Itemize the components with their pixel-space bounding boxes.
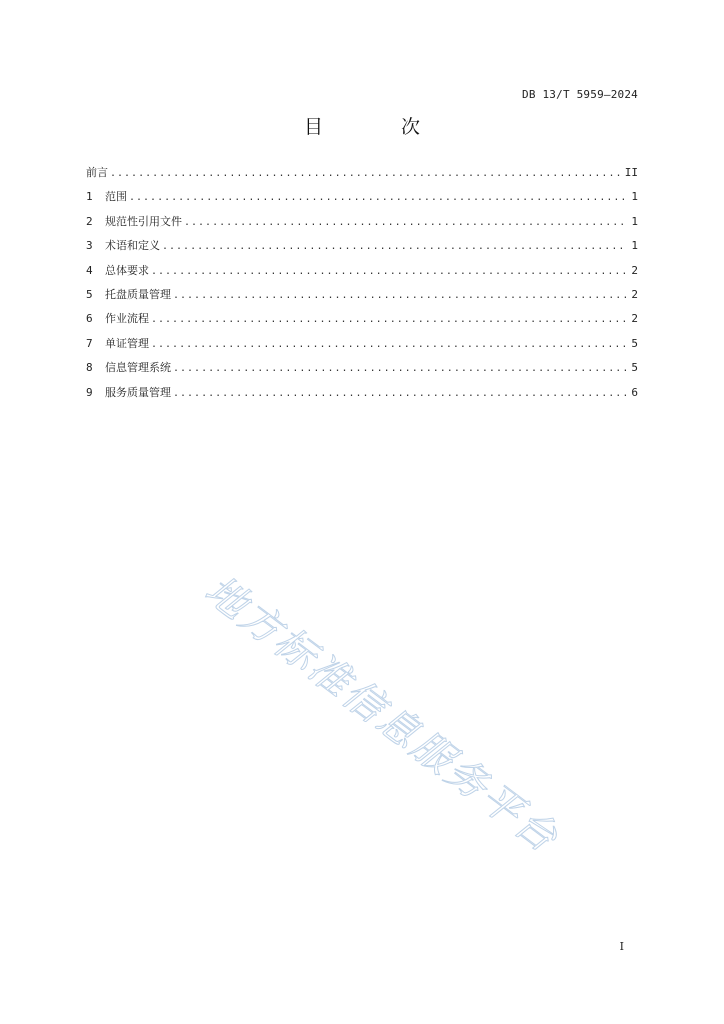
toc-entry-number: 8 xyxy=(86,361,93,375)
toc-entry-number: 3 xyxy=(86,239,93,253)
toc-entry-2[interactable] xyxy=(86,212,638,236)
toc-entry-page: 2 xyxy=(631,263,638,277)
toc-entry-page: II xyxy=(624,166,638,179)
toc-entry-number: 7 xyxy=(86,336,93,350)
toc-leader-dots xyxy=(151,262,626,282)
toc-entry-text: 信息管理系统 xyxy=(105,361,171,375)
toc-leader-dots xyxy=(184,213,626,233)
toc-entry-text: 托盘质量管理 xyxy=(105,287,171,301)
toc-entry-text: 服务质量管理 xyxy=(105,385,171,399)
toc-entry-page: 5 xyxy=(631,361,638,375)
toc-entry-text: 规范性引用文件 xyxy=(105,214,182,228)
toc-leader-dots xyxy=(173,384,626,404)
toc-entry-number: 4 xyxy=(86,263,93,277)
toc-leader-dots xyxy=(162,237,626,257)
toc-entry-foreword[interactable] xyxy=(86,163,638,187)
toc-leader-dots xyxy=(173,286,626,306)
toc-entry-text: 作业流程 xyxy=(105,312,149,326)
toc-entry-8[interactable] xyxy=(86,358,638,382)
toc-entry-text: 前言 xyxy=(86,166,108,179)
toc-title: 目 次 xyxy=(303,116,457,138)
toc-entry-page: 1 xyxy=(631,190,638,204)
toc-entry-page: 2 xyxy=(631,312,638,326)
toc-entry-text: 术语和定义 xyxy=(105,239,160,253)
toc-entry-number: 2 xyxy=(86,214,93,228)
toc-entry-text: 总体要求 xyxy=(105,263,149,277)
toc-entry-9[interactable] xyxy=(86,383,638,407)
toc-entry-text: 单证管理 xyxy=(105,336,149,350)
toc-entry-3[interactable] xyxy=(86,236,638,260)
toc-entry-number: 9 xyxy=(86,385,93,399)
toc-entry-4[interactable] xyxy=(86,261,638,285)
toc-entry-page: 6 xyxy=(631,385,638,399)
toc-entry-number: 5 xyxy=(86,287,93,301)
toc-entry-page: 1 xyxy=(631,214,638,228)
document-code: DB 13/T 5959—2024 xyxy=(522,88,638,101)
table-of-contents xyxy=(86,163,638,407)
toc-entry-7[interactable] xyxy=(86,334,638,358)
watermark: 地方标准信息服务平台 xyxy=(196,567,568,863)
toc-leader-dots xyxy=(129,188,626,208)
toc-leader-dots xyxy=(151,335,626,355)
toc-entry-page: 1 xyxy=(631,239,638,253)
page-number: I xyxy=(619,940,624,953)
toc-leader-dots xyxy=(173,359,626,379)
toc-entry-1[interactable] xyxy=(86,187,638,211)
toc-leader-dots xyxy=(110,164,621,184)
toc-entry-page: 2 xyxy=(631,287,638,301)
toc-entry-number: 1 xyxy=(86,190,93,204)
toc-entry-number: 6 xyxy=(86,312,93,326)
toc-entry-page: 5 xyxy=(631,336,638,350)
toc-entry-text: 范围 xyxy=(105,190,127,204)
toc-leader-dots xyxy=(151,310,626,330)
toc-entry-6[interactable] xyxy=(86,309,638,333)
toc-entry-5[interactable] xyxy=(86,285,638,309)
